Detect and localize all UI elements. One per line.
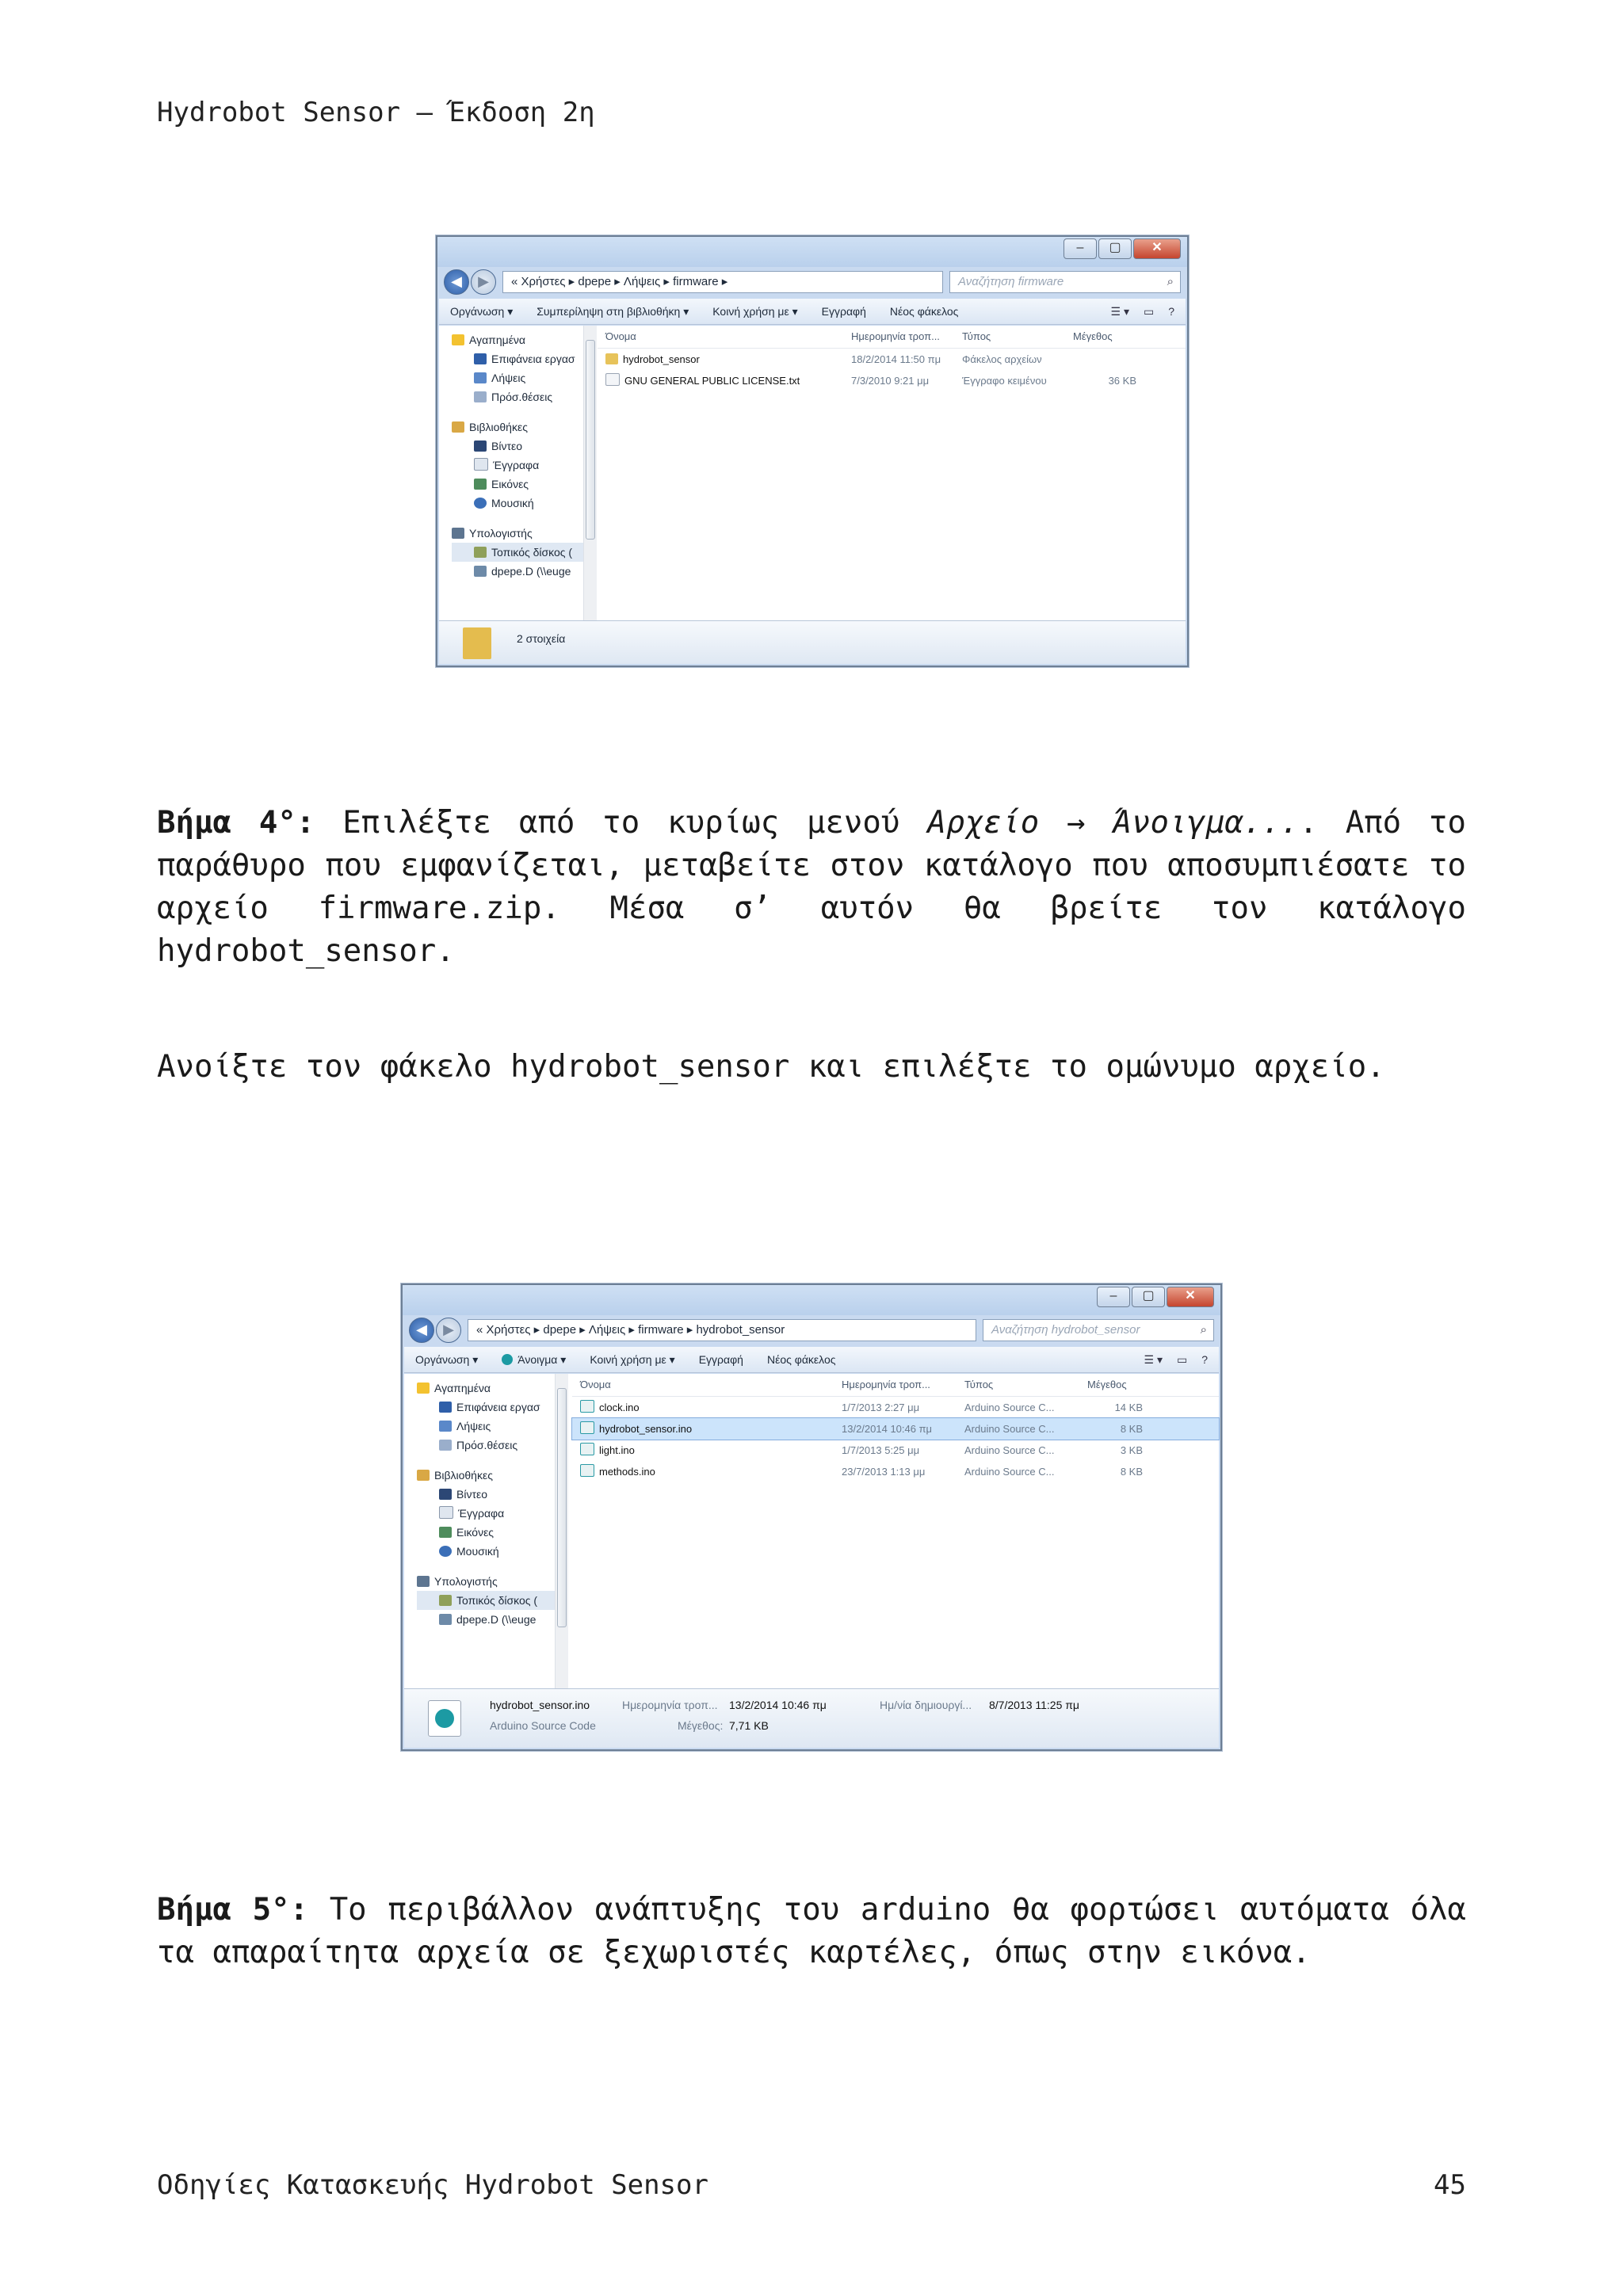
details-created: 8/7/2013 11:25 πμ xyxy=(989,1699,1079,1711)
column-headers xyxy=(598,326,1186,349)
forward-button[interactable]: ▶ xyxy=(436,1318,461,1343)
nav-item-downloads[interactable]: Λήψεις xyxy=(417,1417,555,1436)
nav-item-videos[interactable]: Βίντεο xyxy=(452,437,583,456)
details-size-label: Μέγεθος: xyxy=(678,1719,724,1732)
step4-label: Βήμα 4°: xyxy=(157,805,315,841)
downloads-icon xyxy=(474,372,487,383)
details-modified: 13/2/2014 10:46 πμ xyxy=(729,1699,827,1711)
nav-item-network-drive[interactable]: dpepe.D (\\euge xyxy=(417,1610,555,1629)
column-size[interactable]: Μέγεθος xyxy=(1087,1379,1127,1390)
title-bar xyxy=(437,237,1187,267)
nav-item-downloads[interactable]: Λήψεις xyxy=(452,368,583,387)
network-drive-icon xyxy=(474,566,487,577)
address-bar[interactable]: « Χρήστες ▸ dpepe ▸ Λήψεις ▸ firmware ▸ xyxy=(502,271,943,293)
details-created-label: Ημ/νία δημιουργί... xyxy=(880,1699,972,1711)
nav-computer[interactable]: Υπολογιστής xyxy=(417,1572,555,1591)
column-name[interactable]: Όνομα xyxy=(580,1379,611,1390)
item-count: 2 στοιχεία xyxy=(517,632,566,645)
explorer-window-hydrobot-sensor xyxy=(401,1283,1222,1751)
pictures-icon xyxy=(474,479,487,490)
details-pane xyxy=(404,1688,1219,1748)
folder-icon xyxy=(463,627,491,659)
music-icon xyxy=(439,1546,452,1557)
music-icon xyxy=(474,498,487,509)
nav-item-music[interactable]: Μουσική xyxy=(417,1542,555,1561)
nav-libraries[interactable]: Βιβλιοθήκες xyxy=(417,1466,555,1485)
minimize-button[interactable]: – xyxy=(1064,238,1097,259)
minimize-button[interactable]: – xyxy=(1097,1287,1130,1307)
back-button[interactable]: ◀ xyxy=(409,1318,434,1343)
file-row[interactable]: methods.ino 23/7/2013 1:13 μμ Arduino Source C... 8 KB xyxy=(572,1461,1219,1482)
address-bar[interactable]: « Χρήστες ▸ dpepe ▸ Λήψεις ▸ firmware ▸ hydrobot_sensor xyxy=(468,1319,976,1341)
star-icon xyxy=(417,1383,430,1394)
nav-item-network-drive[interactable]: dpepe.D (\\euge xyxy=(452,562,583,581)
help-icon[interactable]: ? xyxy=(1201,1352,1208,1366)
nav-item-recent[interactable]: Πρόσ.θέσεις xyxy=(417,1436,555,1455)
video-icon xyxy=(439,1489,452,1500)
details-modified-label: Ημερομηνία τροπ... xyxy=(622,1699,718,1711)
file-row-selected[interactable]: hydrobot_sensor.ino 13/2/2014 10:46 πμ Arduino Source C... 8 KB xyxy=(572,1418,1219,1440)
step5-paragraph: Βήμα 5°: Το περιβάλλον ανάπτυξης του arduino θα φορτώσει αυτόματα όλα τα απαραίτητα αρχεία σε ξεχωριστές καρτέλες, όπως στην εικόνα. xyxy=(157,1892,1466,1970)
nav-item-documents[interactable]: Έγγραφα xyxy=(417,1504,555,1523)
search-icon: ⌕ xyxy=(1200,1323,1207,1337)
details-filetype: Arduino Source Code xyxy=(490,1719,596,1732)
arduino-icon xyxy=(502,1354,513,1365)
title-bar xyxy=(403,1285,1220,1315)
nav-item-desktop[interactable]: Επιφάνεια εργασ xyxy=(417,1398,555,1417)
network-drive-icon xyxy=(439,1614,452,1625)
command-bar xyxy=(439,299,1186,325)
nav-item-documents[interactable]: Έγγραφα xyxy=(452,456,583,475)
recent-places-icon xyxy=(474,391,487,402)
status-bar xyxy=(439,620,1186,664)
search-input[interactable]: Αναζήτηση firmware ⌕ xyxy=(949,271,1181,293)
organize-button[interactable]: Οργάνωση ▾ xyxy=(450,304,514,318)
drive-icon xyxy=(474,547,487,558)
nav-scrollbar[interactable] xyxy=(555,1374,568,1689)
column-headers xyxy=(572,1374,1219,1397)
nav-libraries[interactable]: Βιβλιοθήκες xyxy=(452,418,583,437)
view-options-icon[interactable]: ☰ ▾ xyxy=(1144,1352,1163,1366)
folder-icon xyxy=(605,353,618,364)
text-file-icon xyxy=(605,373,620,386)
nav-item-music[interactable]: Μουσική xyxy=(452,494,583,513)
ino-file-icon xyxy=(580,1421,594,1434)
nav-item-recent[interactable]: Πρόσ.θέσεις xyxy=(452,387,583,406)
navigation-pane xyxy=(439,326,583,621)
desktop-icon xyxy=(439,1402,452,1413)
libraries-icon xyxy=(452,421,464,433)
nav-item-desktop[interactable]: Επιφάνεια εργασ xyxy=(452,349,583,368)
step4-paragraph: Βήμα 4°: Επιλέξτε από το κυρίως μενού Αρχείο → Άνοιγμα.... Από το παράθυρο που εμφανίζεται, μεταβείτε στον κατάλογο που αποσυμπιέσατε το αρχείο firmware.zip. Μέσα σ’ αυτόν θα βρείτε τον κατάλογο hydrobot_sensor. xyxy=(157,805,1467,969)
burn-button[interactable]: Εγγραφή xyxy=(821,305,866,318)
help-icon[interactable]: ? xyxy=(1168,304,1174,318)
preview-pane-icon[interactable]: ▭ xyxy=(1143,304,1155,318)
nav-favorites[interactable]: Αγαπημένα xyxy=(417,1379,555,1398)
nav-item-videos[interactable]: Βίντεο xyxy=(417,1485,555,1504)
step4-instruction: Ανοίξτε τον φάκελο hydrobot_sensor και επιλέξτε το ομώνυμο αρχείο. xyxy=(157,1049,1385,1085)
running-header: Hydrobot Sensor – Έκδοση 2η xyxy=(157,97,595,128)
downloads-icon xyxy=(439,1421,452,1432)
details-filename: hydrobot_sensor.ino xyxy=(490,1699,590,1711)
pictures-icon xyxy=(439,1527,452,1538)
maximize-button[interactable]: ▢ xyxy=(1132,1287,1165,1307)
column-name[interactable]: Όνομα xyxy=(605,330,636,342)
file-row[interactable]: hydrobot_sensor 18/2/2014 11:50 πμ Φάκελος αρχείων xyxy=(598,349,1186,370)
libraries-icon xyxy=(417,1470,430,1481)
page-number: 45 xyxy=(1434,2169,1466,2201)
share-with-button[interactable]: Κοινή χρήση με ▾ xyxy=(590,1352,675,1366)
command-bar xyxy=(404,1347,1219,1373)
drive-icon xyxy=(439,1595,452,1606)
nav-item-local-disk[interactable]: Τοπικός δίσκος ( xyxy=(452,543,583,562)
nav-favorites[interactable]: Αγαπημένα xyxy=(452,330,583,349)
video-icon xyxy=(474,441,487,452)
organize-button[interactable]: Οργάνωση ▾ xyxy=(415,1352,479,1366)
computer-icon xyxy=(417,1576,430,1587)
nav-item-pictures[interactable]: Εικόνες xyxy=(452,475,583,494)
nav-scrollbar[interactable] xyxy=(583,326,597,621)
file-row[interactable]: clock.ino 1/7/2013 2:27 μμ Arduino Source C... 14 KB xyxy=(572,1397,1219,1418)
star-icon xyxy=(452,334,464,345)
file-list xyxy=(572,1374,1219,1689)
maximize-button[interactable]: ▢ xyxy=(1098,238,1132,259)
ino-file-icon xyxy=(580,1464,594,1477)
column-date[interactable]: Ημερομηνία τροπ... xyxy=(851,330,940,342)
include-in-library-button[interactable]: Συμπερίληψη στη βιβλιοθήκη ▾ xyxy=(537,304,689,318)
open-button[interactable]: Άνοιγμα ▾ xyxy=(502,1353,566,1367)
menu-path: Αρχείο → Άνοιγμα... xyxy=(927,805,1300,841)
document-icon xyxy=(474,458,488,471)
navigation-pane xyxy=(404,1374,555,1689)
step5-label: Βήμα 5°: xyxy=(157,1892,309,1928)
desktop-icon xyxy=(474,353,487,364)
close-button[interactable]: ✕ xyxy=(1133,238,1181,259)
close-button[interactable]: ✕ xyxy=(1167,1287,1214,1307)
nav-item-pictures[interactable]: Εικόνες xyxy=(417,1523,555,1542)
column-type[interactable]: Τύπος xyxy=(964,1379,994,1390)
column-type[interactable]: Τύπος xyxy=(962,330,991,342)
preview-pane-icon[interactable]: ▭ xyxy=(1176,1352,1188,1366)
new-folder-button[interactable]: Νέος φάκελος xyxy=(889,305,959,318)
document-icon xyxy=(439,1506,453,1519)
share-with-button[interactable]: Κοινή χρήση με ▾ xyxy=(712,304,798,318)
view-options-icon[interactable]: ☰ ▾ xyxy=(1110,304,1129,318)
running-footer: Οδηγίες Κατασκευής Hydrobot Sensor xyxy=(157,2169,708,2201)
back-button[interactable]: ◀ xyxy=(444,269,469,295)
file-row[interactable]: GNU GENERAL PUBLIC LICENSE.txt 7/3/2010 9:21 μμ Έγγραφο κειμένου 36 KB xyxy=(598,370,1186,391)
search-icon: ⌕ xyxy=(1167,275,1174,288)
ino-file-icon xyxy=(580,1443,594,1455)
column-size[interactable]: Μέγεθος xyxy=(1073,330,1113,342)
recent-places-icon xyxy=(439,1440,452,1451)
column-date[interactable]: Ημερομηνία τροπ... xyxy=(842,1379,930,1390)
arduino-file-icon xyxy=(428,1700,461,1737)
nav-computer[interactable]: Υπολογιστής xyxy=(452,524,583,543)
file-list xyxy=(598,326,1186,621)
details-size: 7,71 KB xyxy=(729,1719,769,1732)
forward-button[interactable]: ▶ xyxy=(471,269,496,295)
burn-button[interactable]: Εγγραφή xyxy=(698,1353,743,1366)
explorer-window-firmware xyxy=(436,235,1189,667)
ino-file-icon xyxy=(580,1400,594,1413)
file-row[interactable]: light.ino 1/7/2013 5:25 μμ Arduino Source C... 3 KB xyxy=(572,1440,1219,1461)
search-input[interactable]: Αναζήτηση hydrobot_sensor ⌕ xyxy=(983,1319,1214,1341)
computer-icon xyxy=(452,528,464,539)
new-folder-button[interactable]: Νέος φάκελος xyxy=(766,1353,836,1366)
nav-item-local-disk[interactable]: Τοπικός δίσκος ( xyxy=(417,1591,555,1610)
